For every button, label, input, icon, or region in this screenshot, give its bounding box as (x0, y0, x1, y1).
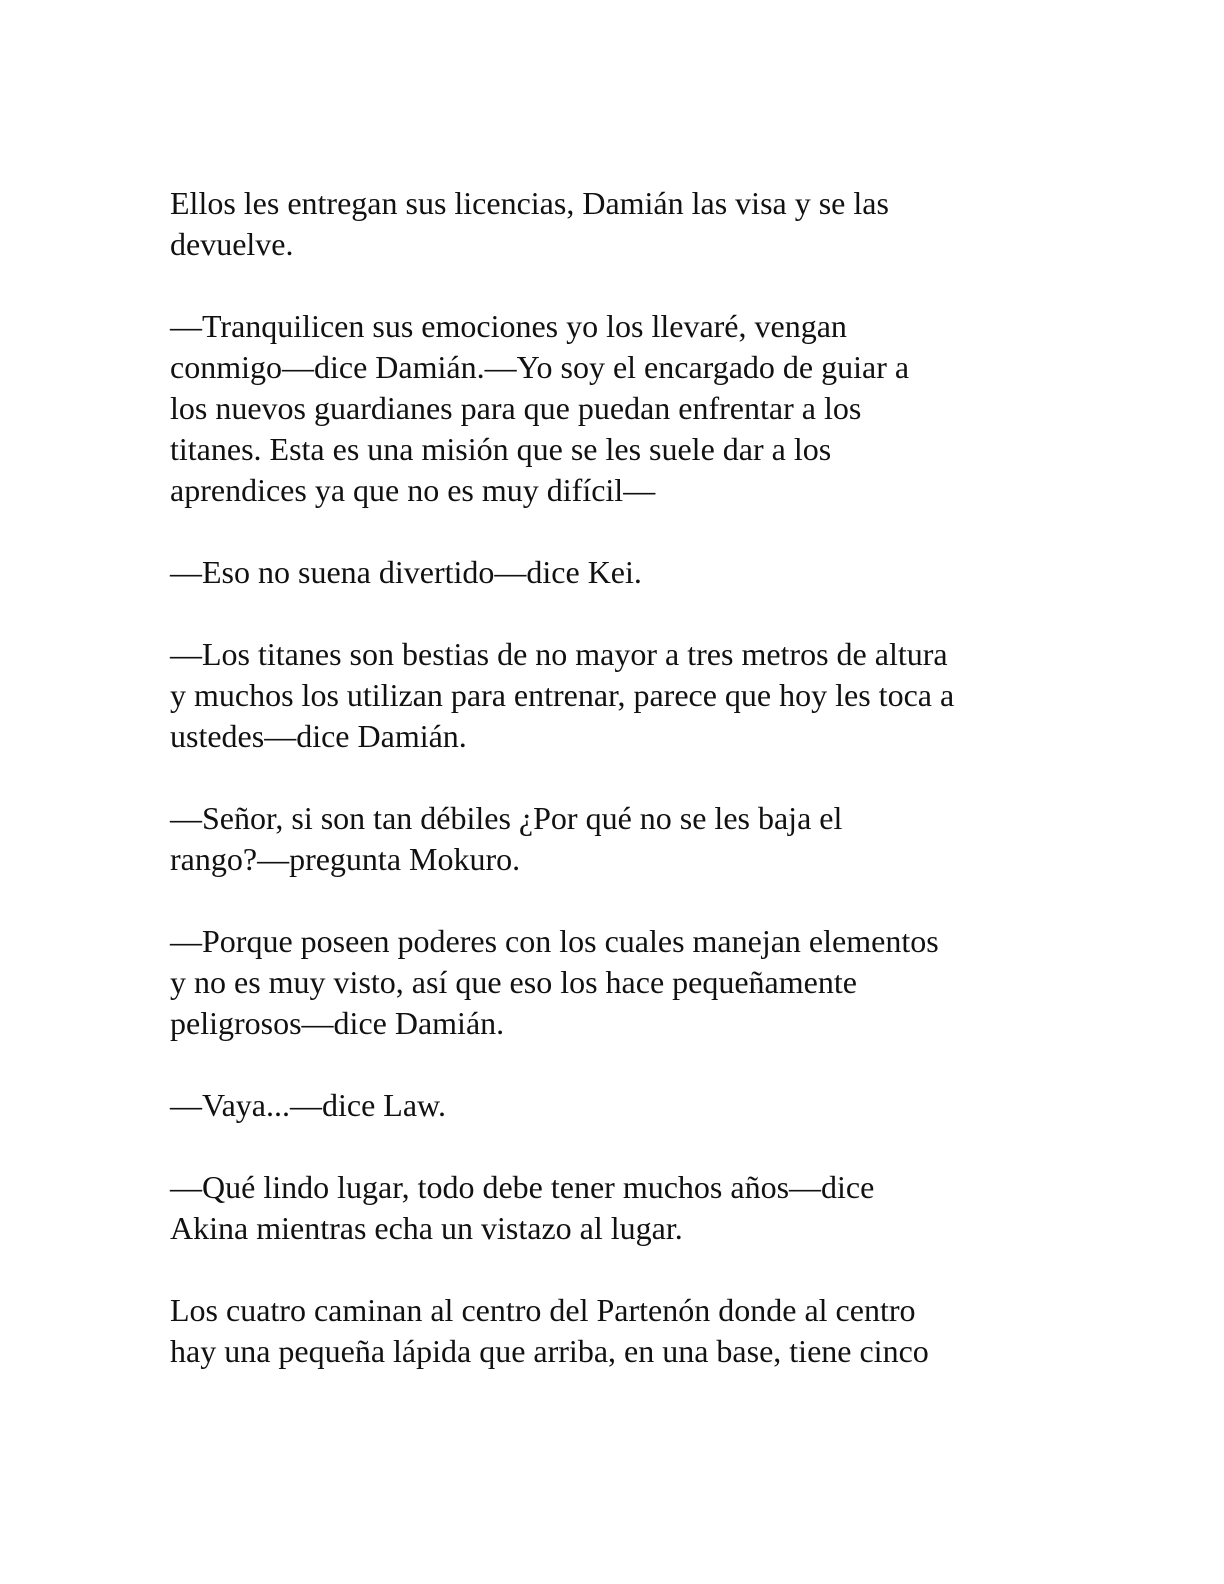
paragraph-dialogue-kei (170, 552, 1060, 593)
text-line: —Eso no suena divertido—dice Kei. (170, 554, 642, 590)
body-text (170, 183, 1060, 1413)
paragraph-dialogue-law (170, 1085, 1060, 1126)
text-line: —Vaya...—dice Law. (170, 1087, 447, 1123)
text-line: y muchos los utilizan para entrenar, parece que hoy les toca a (170, 677, 955, 713)
text-line: Ellos les entregan sus licencias, Damián las visa y se las (170, 185, 889, 221)
text-line: hay una pequeña lápida que arriba, en una base, tiene cinco (170, 1333, 929, 1369)
text-line: —Qué lindo lugar, todo debe tener muchos años—dice (170, 1169, 875, 1205)
paragraph-dialogue-damian-guide (170, 306, 1060, 511)
paragraph-narration-parthenon (170, 1290, 1060, 1372)
text-line: los nuevos guardianes para que puedan enfrentar a los (170, 390, 862, 426)
text-line: Los cuatro caminan al centro del Partenón donde al centro (170, 1292, 916, 1328)
text-line: —Porque poseen poderes con los cuales manejan elementos (170, 923, 939, 959)
text-line: aprendices ya que no es muy difícil— (170, 472, 656, 508)
paragraph-dialogue-damian-titans (170, 634, 1060, 757)
text-line: devuelve. (170, 226, 294, 262)
paragraph-dialogue-damian-powers (170, 921, 1060, 1044)
paragraph-dialogue-mokuro (170, 798, 1060, 880)
text-line: Akina mientras echa un vistazo al lugar. (170, 1210, 683, 1246)
text-line: rango?—pregunta Mokuro. (170, 841, 521, 877)
text-line: y no es muy visto, así que eso los hace pequeñamente (170, 964, 857, 1000)
text-line: ustedes—dice Damián. (170, 718, 467, 754)
paragraph-narration-licenses (170, 183, 1060, 265)
text-line: —Señor, si son tan débiles ¿Por qué no se les baja el (170, 800, 843, 836)
text-line: —Tranquilicen sus emociones yo los llevaré, vengan (170, 308, 847, 344)
text-line: titanes. Esta es una misión que se les suele dar a los (170, 431, 832, 467)
text-line: peligrosos—dice Damián. (170, 1005, 505, 1041)
paragraph-dialogue-akina (170, 1167, 1060, 1249)
text-line: —Los titanes son bestias de no mayor a tres metros de altura (170, 636, 948, 672)
text-line: conmigo—dice Damián.—Yo soy el encargado de guiar a (170, 349, 910, 385)
